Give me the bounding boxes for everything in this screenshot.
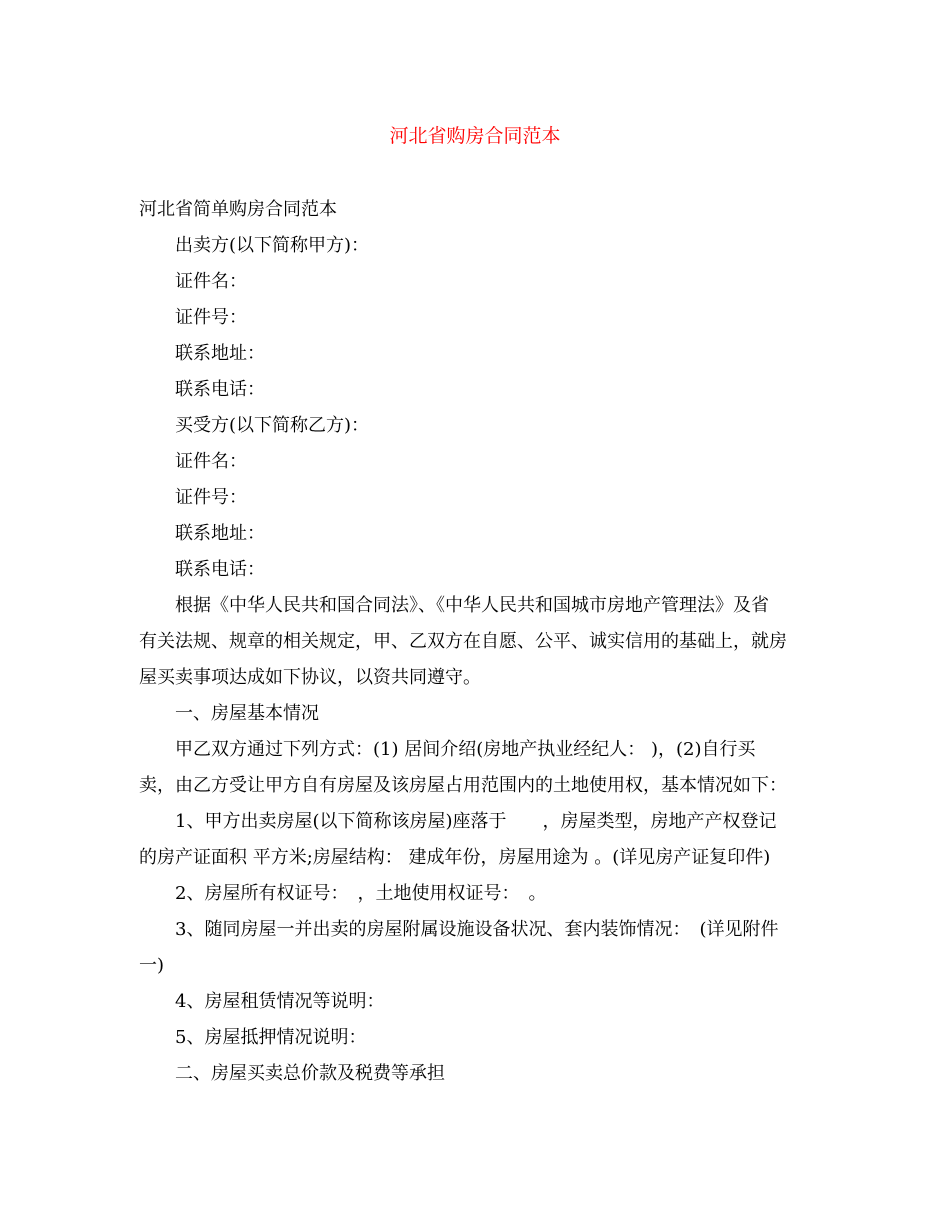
document-title: 河北省购房合同范本 (389, 125, 561, 147)
document-subtitle: 河北省简单购房合同范本 (139, 199, 337, 220)
intro-line-1: 根据《中华人民共和国合同法》、《中华人民共和国城市房地产管理法》及省 (175, 595, 769, 616)
document-body (139, 192, 811, 1092)
item3-line-2: 一) (139, 955, 165, 976)
item5: 5、房屋抵押情况说明： (175, 1027, 367, 1048)
item1-line-1: 1、甲方出卖房屋(以下简称该房屋)座落于 ，房屋类型，房地产产权登记 (175, 811, 777, 832)
intro-line-3: 屋买卖事项达成如下协议，以资共同遵守。 (139, 667, 481, 688)
seller-address: 联系地址： (175, 343, 265, 364)
item2: 2、房屋所有权证号： ，土地使用权证号： 。 (175, 883, 547, 904)
buyer-phone: 联系电话： (175, 559, 265, 580)
buyer-heading: 买受方(以下简称乙方)： (175, 415, 370, 436)
seller-heading: 出卖方(以下简称甲方)： (175, 235, 370, 256)
method-line-1: 甲乙双方通过下列方式：(1) 居间介绍(房地产执业经纪人： )，(2)自行买 (175, 739, 756, 760)
seller-id-number: 证件号： (175, 307, 247, 328)
seller-id-name: 证件名： (175, 271, 247, 292)
buyer-id-number: 证件号： (175, 487, 247, 508)
seller-phone: 联系电话： (175, 379, 265, 400)
item4: 4、房屋租赁情况等说明： (175, 991, 385, 1012)
item1-line-2: 的房产证面积 平方米;房屋结构： 建成年份，房屋用途为 。(详见房产证复印件) (139, 847, 771, 868)
section2-heading: 二、房屋买卖总价款及税费等承担 (175, 1063, 445, 1084)
buyer-address: 联系地址： (175, 523, 265, 544)
buyer-id-name: 证件名： (175, 451, 247, 472)
item3-line-1: 3、随同房屋一并出卖的房屋附属设施设备状况、套内装饰情况： (详见附件 (175, 919, 779, 940)
intro-line-2: 有关法规、规章的相关规定，甲、乙双方在自愿、公平、诚实信用的基础上，就房 (139, 631, 787, 652)
method-line-2: 卖，由乙方受让甲方自有房屋及该房屋占用范围内的土地使用权，基本情况如下： (139, 775, 787, 796)
section1-heading: 一、房屋基本情况 (175, 703, 319, 724)
